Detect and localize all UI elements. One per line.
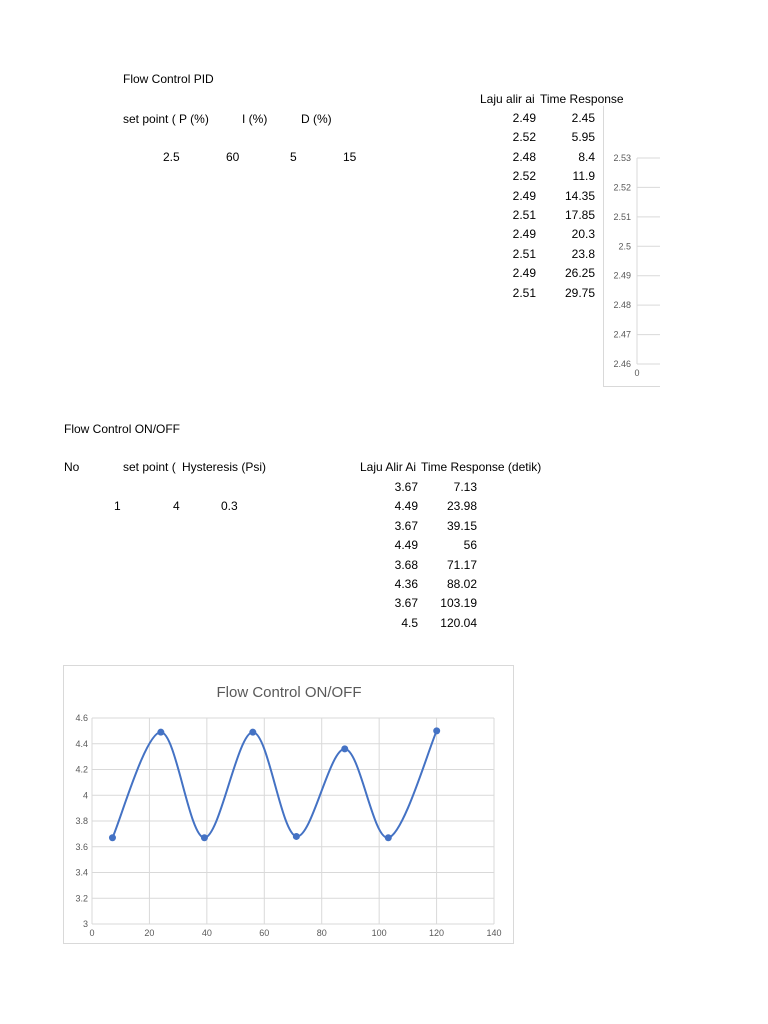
chart-title: Flow Control ON/OFF [216, 684, 362, 701]
flow-cell: 2.49 [512, 227, 536, 242]
x-tick-label: 120 [429, 928, 445, 938]
time-cell: 7.13 [453, 480, 477, 494]
data-point [201, 834, 208, 841]
time-cell: 23.98 [446, 499, 477, 514]
time-cell: 17.85 [564, 208, 595, 222]
y-tick-label: 2.5 [618, 241, 631, 252]
onoff-header-hysteresis: Hysteresis (Psi) [182, 460, 267, 474]
time-cell: 20.3 [571, 227, 595, 242]
flow-cell: 4.36 [394, 577, 418, 591]
data-point [109, 834, 116, 841]
onoff-header-setpoint: set point ( [123, 460, 176, 474]
y-tick-label: 2.48 [613, 300, 631, 311]
series-line [112, 731, 436, 838]
data-point [293, 833, 300, 840]
flow-cell: 2.51 [512, 208, 536, 222]
onoff-header-no: No [64, 460, 80, 474]
time-cell: 26.25 [564, 266, 595, 281]
flow-cell: 2.48 [512, 149, 536, 164]
flow-cell: 3.68 [394, 557, 418, 572]
time-cell: 71.17 [446, 557, 477, 572]
flow-cell: 2.49 [512, 266, 536, 281]
flow-cell: 2.52 [512, 130, 536, 145]
data-point [433, 727, 440, 734]
pid-chart-svg [604, 106, 660, 386]
pid-table-header-flow: Laju alir ai [480, 92, 535, 106]
x-tick-label: 80 [316, 928, 327, 938]
time-cell: 23.8 [571, 246, 595, 261]
y-tick-label: 2.46 [613, 359, 631, 369]
flow-cell: 3.67 [394, 518, 418, 533]
time-cell: 39.15 [446, 518, 477, 533]
x-tick-label: 0 [89, 928, 95, 938]
y-tick-label: 2.49 [613, 270, 631, 281]
y-tick-label: 2.53 [613, 153, 631, 163]
y-tick-label: 2.51 [613, 211, 631, 222]
pid-value-d: 15 [343, 150, 357, 164]
x-tick-label: 140 [486, 928, 502, 938]
flow-cell: 4.49 [394, 499, 418, 514]
time-cell: 5.95 [571, 130, 595, 145]
onoff-value-no: 1 [114, 499, 121, 513]
time-cell: 11.9 [572, 169, 595, 184]
pid-header-i: I (%) [242, 112, 268, 126]
pid-value-p: 60 [226, 150, 240, 164]
data-point [341, 745, 348, 752]
flow-cell: 4.5 [401, 615, 418, 630]
y-tick-label: 3 [82, 919, 88, 929]
x-tick-label: 60 [259, 928, 270, 938]
flow-cell: 4.49 [394, 538, 418, 553]
y-tick-label: 4 [82, 790, 88, 801]
y-tick-label: 4.6 [75, 713, 88, 723]
y-tick-label: 3.2 [75, 893, 88, 904]
pid-value-i: 5 [290, 150, 297, 164]
pid-chart [603, 106, 660, 387]
onoff-table-header-flow: Laju Alir Ai [360, 460, 417, 474]
y-tick-label: 2.47 [613, 329, 631, 340]
y-tick-label: 3.4 [75, 867, 88, 878]
onoff-value-hysteresis: 0.3 [221, 499, 238, 513]
onoff-chart [63, 665, 514, 944]
time-cell: 103.19 [440, 596, 477, 611]
time-cell: 14.35 [564, 188, 595, 203]
time-cell: 29.75 [564, 285, 595, 300]
flow-cell: 2.49 [512, 111, 536, 125]
x-tick-label: 40 [201, 928, 212, 938]
flow-cell: 2.52 [512, 169, 536, 184]
onoff-table-header-time: Time Response (detik) [421, 460, 542, 474]
y-tick-label: 4.4 [75, 738, 88, 749]
time-cell: 8.4 [578, 149, 595, 164]
flow-cell: 3.67 [394, 480, 418, 494]
data-point [249, 729, 256, 736]
pid-value-setpoint: 2.5 [163, 150, 180, 164]
flow-cell: 2.51 [512, 246, 536, 261]
data-point [157, 729, 164, 736]
onoff-chart-svg [64, 666, 513, 943]
time-cell: 56 [463, 538, 477, 553]
flow-cell: 3.67 [394, 596, 418, 611]
x-tick-label: 0 [634, 368, 640, 378]
pid-header-setpoint: set point ( P (%) [123, 112, 209, 126]
onoff-title: Flow Control ON/OFF [64, 422, 181, 436]
y-tick-label: 3.8 [75, 816, 88, 826]
y-tick-label: 4.2 [75, 764, 88, 775]
pid-header-d: D (%) [301, 112, 332, 126]
pid-table-header-time: Time Response [540, 92, 624, 106]
onoff-value-setpoint: 4 [173, 499, 180, 513]
flow-cell: 2.49 [512, 188, 536, 203]
flow-cell: 2.51 [512, 285, 536, 300]
x-tick-label: 100 [371, 928, 387, 938]
time-cell: 120.04 [440, 615, 477, 630]
time-cell: 2.45 [571, 111, 595, 125]
y-tick-label: 3.6 [75, 841, 88, 852]
time-cell: 88.02 [446, 577, 477, 591]
y-tick-label: 2.52 [613, 182, 631, 193]
x-tick-label: 20 [144, 928, 155, 938]
data-point [385, 834, 392, 841]
pid-title: Flow Control PID [123, 72, 214, 86]
